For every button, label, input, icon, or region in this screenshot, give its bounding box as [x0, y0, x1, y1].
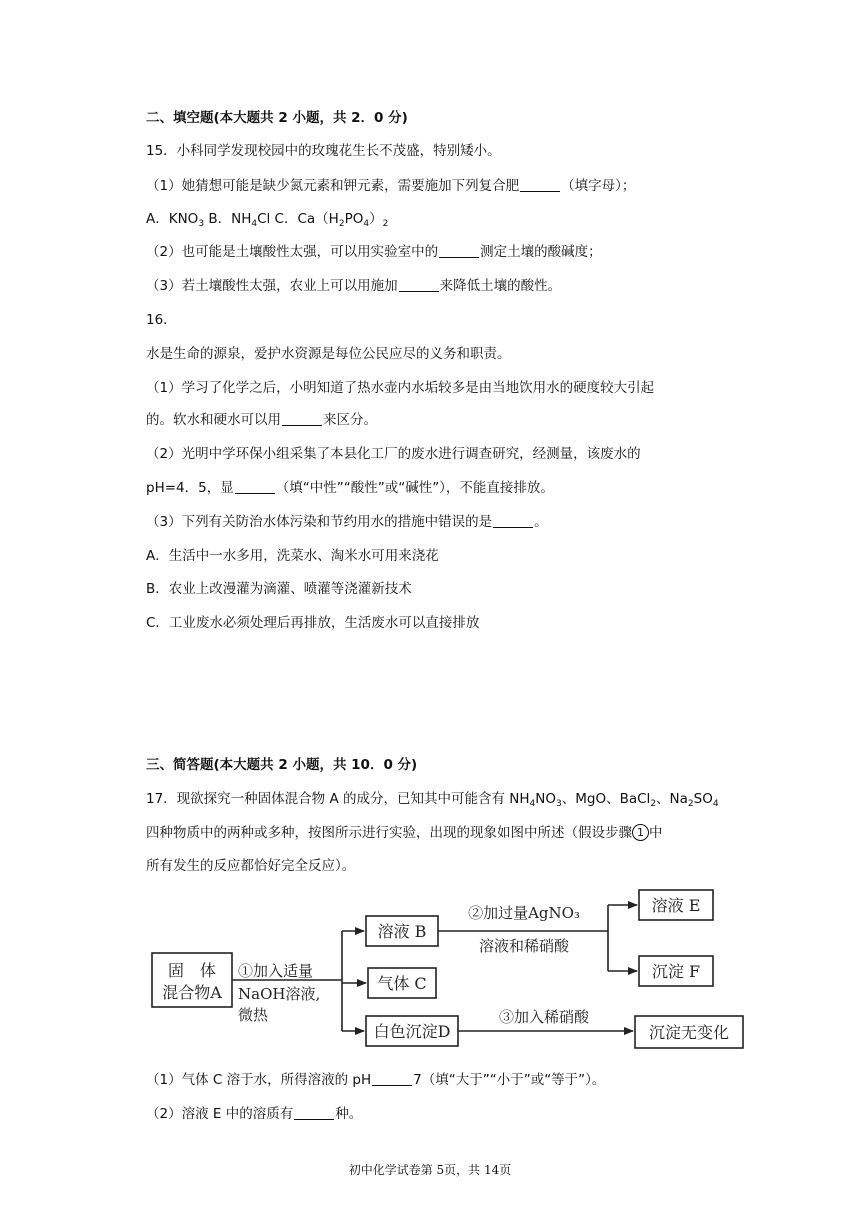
q16-option-c: C．工业废水必须处理后再排放，生活废水可以直接排放 — [146, 615, 480, 631]
q17-part2-tail: 种。 — [335, 1106, 363, 1122]
q17-part1-text: （1）气体 C 溶于水，所得溶液的 pH — [146, 1072, 372, 1088]
step1-line3: 微热 — [238, 1006, 269, 1024]
q17-part2-text: （2）溶液 E 中的溶质有 — [146, 1106, 294, 1122]
q15-part1-text: （1）她猜想可能是缺少氮元素和钾元素，需要施加下列复合肥 — [146, 178, 520, 194]
q16-part2-line1: （2）光明中学环保小组采集了本县化工厂的废水进行调查研究，经测量，该废水的 — [146, 446, 641, 462]
q15-stem: 15．小科同学发现校园中的玫瑰花生长不茂盛，特别矮小。 — [146, 143, 501, 159]
q16-stem: 水是生命的源泉，爱护水资源是每位公民应尽的义务和职责。 — [146, 346, 511, 362]
subscript: 2 — [650, 799, 657, 809]
q16-part1-tail: 来区分。 — [323, 412, 377, 428]
q15-option-c-mid: PO — [344, 211, 364, 227]
q17-line2 — [146, 823, 663, 843]
subscript: 2 — [687, 799, 694, 809]
q15-part3-text: （3）若土壤酸性太强，农业上可以用施加 — [146, 278, 398, 294]
subscript: 4 — [251, 219, 258, 229]
q17-text: 、Na — [656, 791, 688, 807]
box-no-change-label: 沉淀无变化 — [648, 1023, 730, 1042]
q17-part1-tail: 7（填“大于”“小于”或“等于”）。 — [413, 1072, 606, 1088]
q15-option-b-rest: Cl C．Ca（H — [257, 211, 339, 227]
q16-part1-text: 的。软水和硬水可以用 — [146, 412, 281, 428]
answer-blank — [439, 243, 479, 258]
circled-number: 1 — [632, 824, 649, 841]
step2-line2: 溶液和稀硝酸 — [478, 937, 570, 955]
q16-number: 16． — [146, 312, 177, 328]
q17-text: 17．现欲探究一种固体混合物 A 的成分，已知其中可能含有 NH — [146, 791, 530, 807]
step2-line1: ②加过量AgNO₃ — [468, 904, 580, 922]
q15-part2-text: （2）也可能是土壤酸性太强，可以用实验室中的 — [146, 244, 439, 260]
q16-part3 — [146, 512, 548, 532]
subscript: 2 — [382, 219, 389, 229]
q15-part3 — [146, 276, 561, 296]
q16-part3-tail: 。 — [534, 514, 548, 530]
q17-text: NO — [535, 791, 557, 807]
subscript: 2 — [338, 219, 345, 229]
q17-part1 — [146, 1070, 605, 1090]
step1-line2: NaOH溶液, — [238, 985, 321, 1003]
q17-line1 — [146, 789, 719, 809]
box-c-label: 气体 C — [377, 974, 427, 993]
q15-part1-tail: （填字母）； — [561, 178, 636, 194]
subscript: 4 — [529, 799, 536, 809]
q15-option-b: B．NH — [204, 211, 252, 227]
q15-part2-tail: 测定土壤的酸碱度； — [480, 244, 602, 260]
subscript: 3 — [198, 219, 205, 229]
q15-option-a: A．KNO — [146, 211, 199, 227]
q16-option-b: B．农业上改漫灌为滴灌、喷灌等浇灌新技术 — [146, 581, 412, 597]
q17-part2 — [146, 1104, 362, 1124]
subscript: 4 — [363, 219, 370, 229]
q17-text: SO — [693, 791, 713, 807]
box-a-line1: 固 体 — [167, 961, 217, 980]
step3-label: ③加入稀硝酸 — [498, 1008, 590, 1026]
answer-blank — [282, 411, 322, 426]
q15-options — [146, 209, 388, 229]
q17-text: 中 — [649, 825, 663, 841]
q17-text: 四种物质中的两种或多种，按图所示进行实验，出现的现象如图中所述（假设步骤 — [146, 825, 632, 841]
answer-blank — [493, 513, 533, 528]
subscript: 4 — [712, 799, 719, 809]
q17-text: 、MgO、BaCl — [561, 791, 651, 807]
q15-option-c-end: ） — [369, 211, 383, 227]
q15-part3-tail: 来降低土壤的酸性。 — [439, 278, 562, 294]
q16-option-a: A．生活中一水多用，洗菜水、淘米水可用来浇花 — [146, 548, 439, 564]
q16-part1-line1: （1）学习了化学之后，小明知道了热水壶内水垢较多是由当地饮用水的硬度较大引起 — [146, 380, 655, 396]
page-footer: 初中化学试卷第 5页，共 14页 — [348, 1163, 512, 1177]
answer-blank — [372, 1071, 412, 1086]
q16-part1-line2 — [146, 410, 377, 430]
q17-line3: 所有发生的反应都恰好完全反应）。 — [146, 858, 356, 874]
section-2-heading: 二、填空题(本大题共 2 小题，共 2．0 分) — [146, 110, 408, 126]
box-e-label: 溶液 E — [651, 896, 701, 915]
answer-blank — [294, 1105, 334, 1120]
box-b-label: 溶液 B — [377, 922, 427, 941]
box-d-label: 白色沉淀D — [373, 1022, 451, 1041]
q15-part2 — [146, 242, 602, 262]
answer-blank — [235, 479, 275, 494]
step1-line1: ①加入适量 — [238, 962, 314, 980]
q15-part1 — [146, 176, 635, 196]
experiment-flowchart — [146, 880, 756, 1055]
section-3-heading: 三、简答题(本大题共 2 小题，共 10．0 分) — [146, 757, 418, 773]
answer-blank — [520, 177, 560, 192]
answer-blank — [399, 277, 439, 292]
box-a-line2: 混合物A — [162, 983, 222, 1002]
subscript: 3 — [556, 799, 562, 809]
q16-part2-tail: （填“中性”“酸性”或“碱性”），不能直接排放。 — [275, 480, 554, 496]
q16-part2-line2 — [146, 478, 554, 498]
q16-part3-text: （3）下列有关防治水体污染和节约用水的措施中错误的是 — [146, 514, 493, 530]
q16-part2-text: pH=4．5，显 — [146, 480, 234, 496]
box-f-label: 沉淀 F — [651, 962, 701, 981]
